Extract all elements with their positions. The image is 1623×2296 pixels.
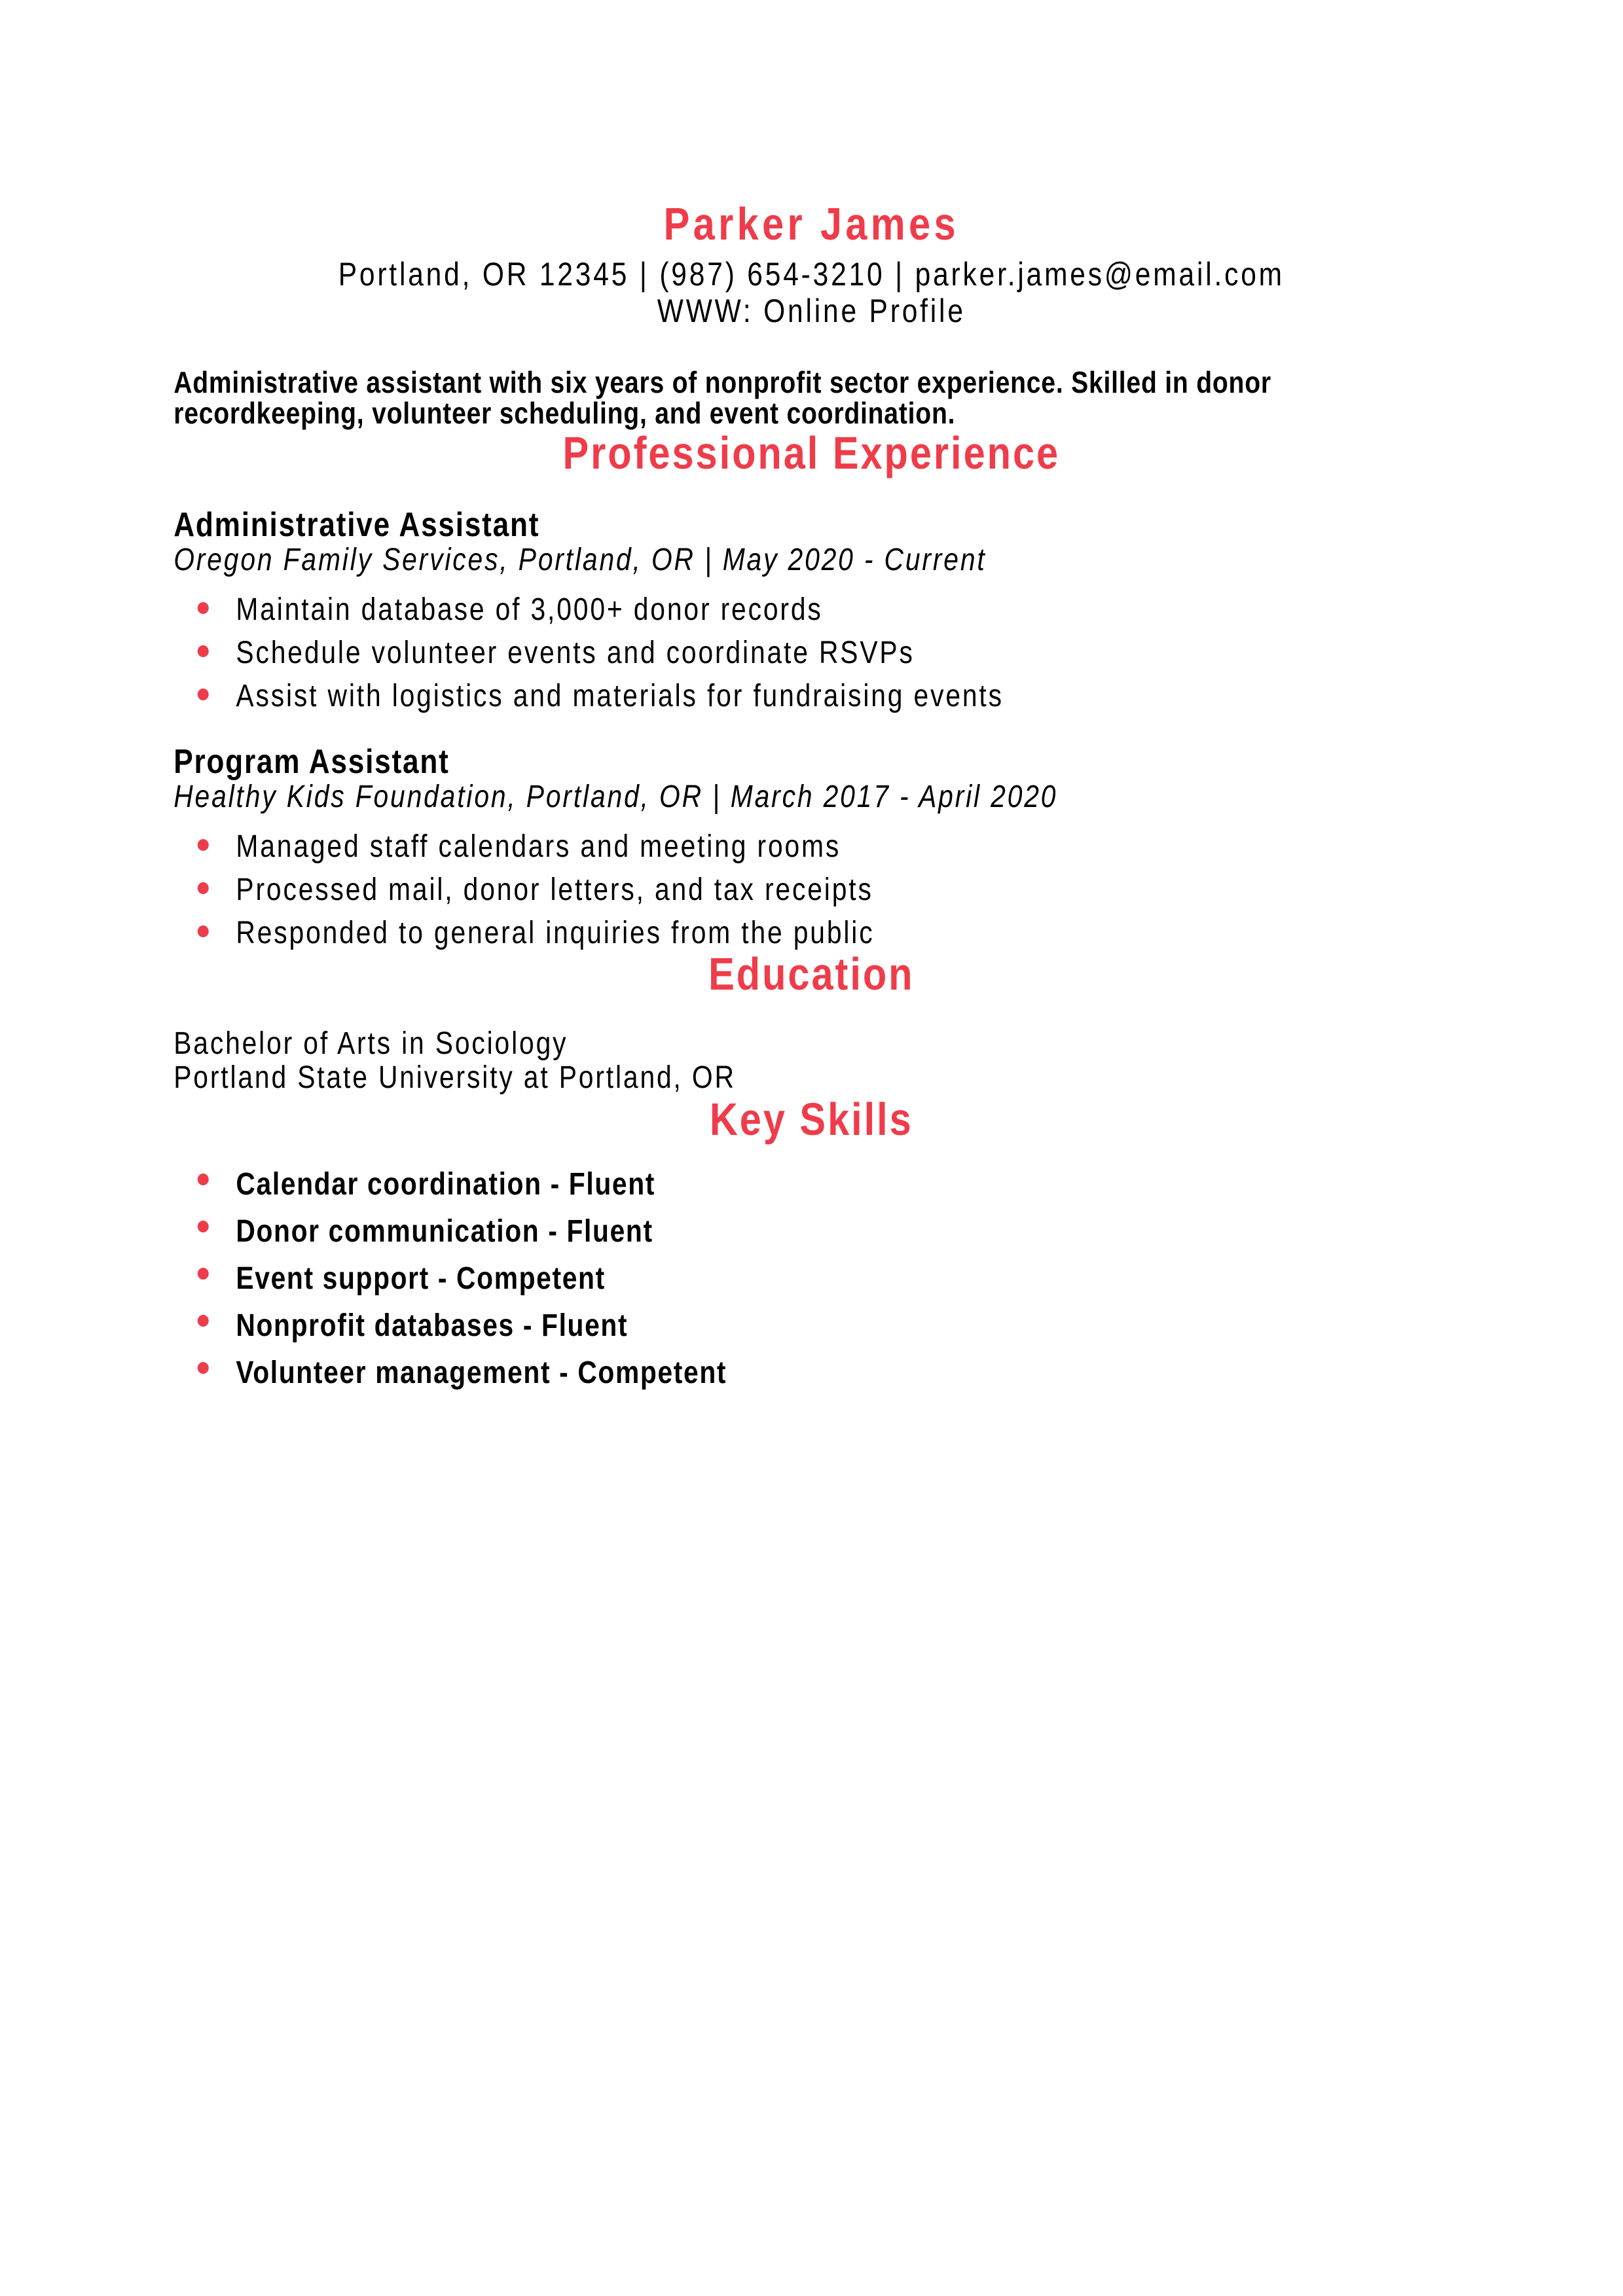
skill-item xyxy=(198,1168,1450,1201)
job-bullet-text: Maintain database of 3,000+ donor records xyxy=(236,592,823,627)
section-heading-experience: Professional Experience xyxy=(562,427,1061,478)
job-bullet-text: Managed staff calendars and meeting rooms xyxy=(236,829,841,864)
education-degree: Bachelor of Arts in Sociology xyxy=(173,1026,568,1061)
skills-list xyxy=(173,1168,1449,1390)
job-entry xyxy=(173,744,1449,950)
contact-line: Portland, OR 12345 | (987) 654-3210 | parker.james@email.com xyxy=(338,256,1285,293)
bullet-dot-icon xyxy=(198,882,209,894)
bullet-dot-icon xyxy=(198,1174,209,1185)
bullet-dot-icon xyxy=(198,925,209,937)
professional-summary: Administrative assistant with six years of nonprofit sector experience. Skilled in donor recordkeeping, volunteer scheduling, and event coordination. xyxy=(173,365,1271,430)
section-heading-skills: Key Skills xyxy=(709,1094,913,1145)
skill-item xyxy=(198,1215,1450,1248)
job-bullet-list xyxy=(173,831,1449,950)
job-title: Program Assistant xyxy=(173,743,450,781)
job-meta: Oregon Family Services, Portland, OR | May 2020 - Current xyxy=(173,543,987,577)
website-line: WWW: Online Profile xyxy=(657,293,966,329)
bullet-dot-icon xyxy=(198,1362,209,1374)
skill-text: Volunteer management - Competent xyxy=(236,1355,727,1390)
job-bullet-text: Assist with logistics and materials for fundraising events xyxy=(236,679,1004,713)
bullet-dot-icon xyxy=(198,689,209,700)
job-bullet-text: Responded to general inquiries from the public xyxy=(236,916,875,950)
job-bullet-list xyxy=(173,594,1449,713)
skill-text: Nonprofit databases - Fluent xyxy=(236,1308,629,1343)
education-school: Portland State University at Portland, OR xyxy=(173,1060,736,1095)
job-bullet-text: Schedule volunteer events and coordinate RSVPs xyxy=(236,636,915,670)
bullet-dot-icon xyxy=(198,839,209,851)
skill-item xyxy=(198,1310,1450,1342)
skill-text: Event support - Competent xyxy=(236,1261,606,1296)
skill-item xyxy=(198,1357,1450,1390)
job-bullet-text: Processed mail, donor letters, and tax receipts xyxy=(236,872,873,907)
skill-text: Donor communication - Fluent xyxy=(236,1214,653,1249)
section-heading-education: Education xyxy=(708,948,915,999)
bullet-dot-icon xyxy=(198,1221,209,1232)
skill-text: Calendar coordination - Fluent xyxy=(236,1167,655,1202)
job-meta: Healthy Kids Foundation, Portland, OR | March 2017 - April 2020 xyxy=(173,780,1058,814)
job-bullet xyxy=(198,917,1450,950)
skill-item xyxy=(198,1263,1450,1295)
bullet-dot-icon xyxy=(198,1315,209,1327)
job-bullet xyxy=(198,831,1450,863)
job-bullet xyxy=(198,637,1450,670)
resume-header xyxy=(173,200,1449,329)
job-title: Administrative Assistant xyxy=(173,506,540,544)
job-entry xyxy=(173,507,1449,713)
job-bullet xyxy=(198,594,1450,626)
job-bullet xyxy=(198,874,1450,906)
bullet-dot-icon xyxy=(198,602,209,614)
job-bullet xyxy=(198,680,1450,713)
candidate-name: Parker James xyxy=(663,198,959,249)
bullet-dot-icon xyxy=(198,1268,209,1280)
bullet-dot-icon xyxy=(198,645,209,657)
